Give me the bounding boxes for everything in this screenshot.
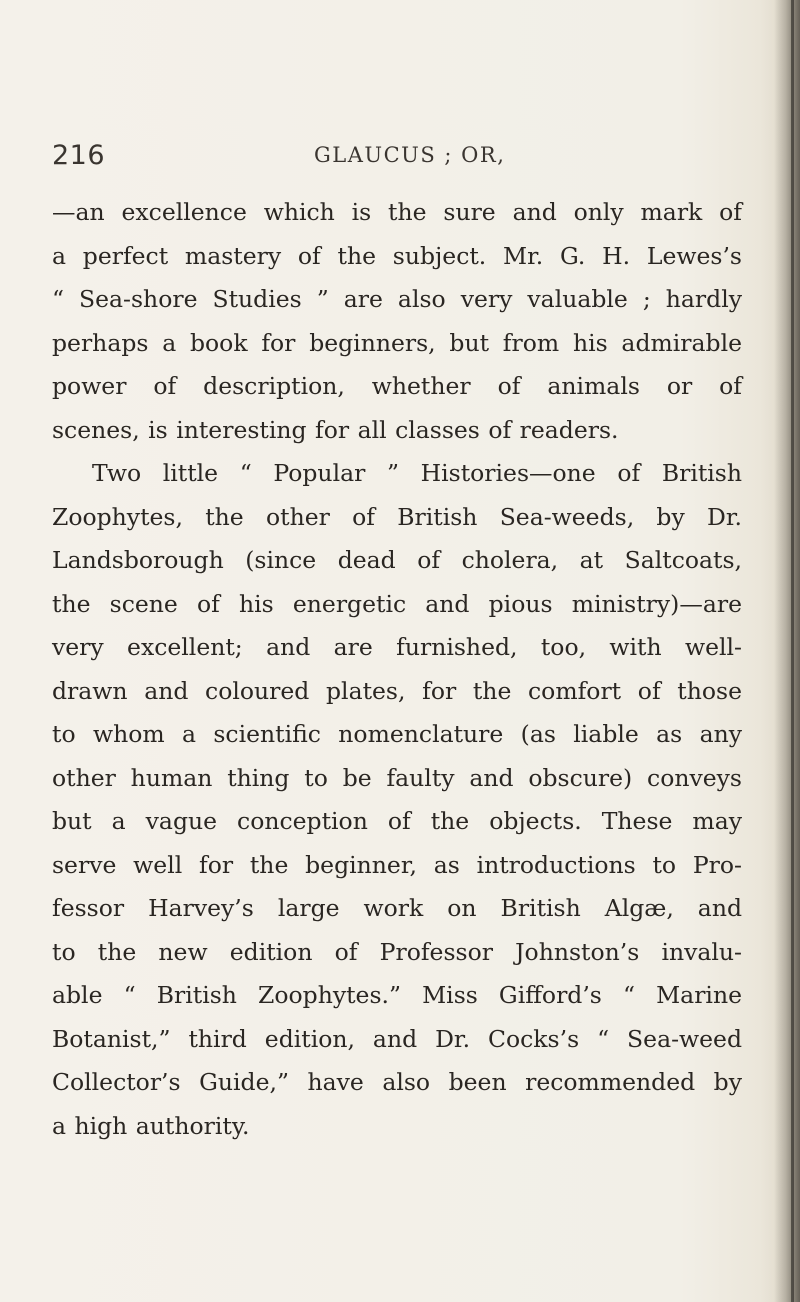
text-line: perhaps a book for beginners, but from his admirable: [52, 328, 742, 357]
text-line: a high authority.: [52, 1111, 250, 1140]
text-line: to the new edition of Professor Johnston’s invalu-: [52, 937, 742, 966]
text-line: Botanist,” third edition, and Dr. Cocks’s “ Sea-weed: [52, 1024, 742, 1053]
text-line: serve well for the beginner, as introductions to Pro-: [52, 850, 742, 879]
text-line: Two little “ Popular ” Histories—one of British: [92, 459, 742, 487]
text-line: fessor Harvey’s large work on British Algæ, and: [52, 894, 742, 922]
text-line: the scene of his energetic and pious ministry)—are: [52, 589, 742, 618]
text-line: Collector’s Guide,” have also been recommended by: [52, 1068, 742, 1096]
text-line: Zoophytes, the other of British Sea-weeds, by Dr.: [52, 502, 742, 531]
text-line: other human thing to be faulty and obscure) conveys: [52, 763, 742, 792]
body-text: [52, 191, 742, 1148]
text-line: a perfect mastery of the subject. Mr. G. H. Lewes’s: [52, 241, 742, 270]
text-line: to whom a scientific nomenclature (as liable as any: [52, 720, 742, 748]
page-header: [52, 140, 732, 180]
text-line: —an excellence which is the sure and only mark of: [52, 198, 742, 226]
text-line: “ Sea-shore Studies ” are also very valuable ; hardly: [52, 285, 742, 313]
text-line: very excellent; and are furnished, too, with well-: [52, 633, 742, 661]
page-edge-line: [791, 0, 794, 1302]
page-number: 216: [52, 140, 106, 171]
running-head: GLAUCUS ; OR,: [314, 143, 506, 167]
page-edge-shadow: [774, 0, 800, 1302]
text-line: able “ British Zoophytes.” Miss Gifford’s “ Marine: [52, 981, 742, 1009]
text-line: drawn and coloured plates, for the comfort of those: [52, 676, 742, 705]
text-line: but a vague conception of the objects. These may: [52, 807, 742, 835]
text-line: power of description, whether of animals or of: [52, 372, 742, 400]
text-line: scenes, is interesting for all classes of readers.: [52, 415, 619, 444]
text-line: Landsborough (since dead of cholera, at Saltcoats,: [52, 546, 742, 574]
